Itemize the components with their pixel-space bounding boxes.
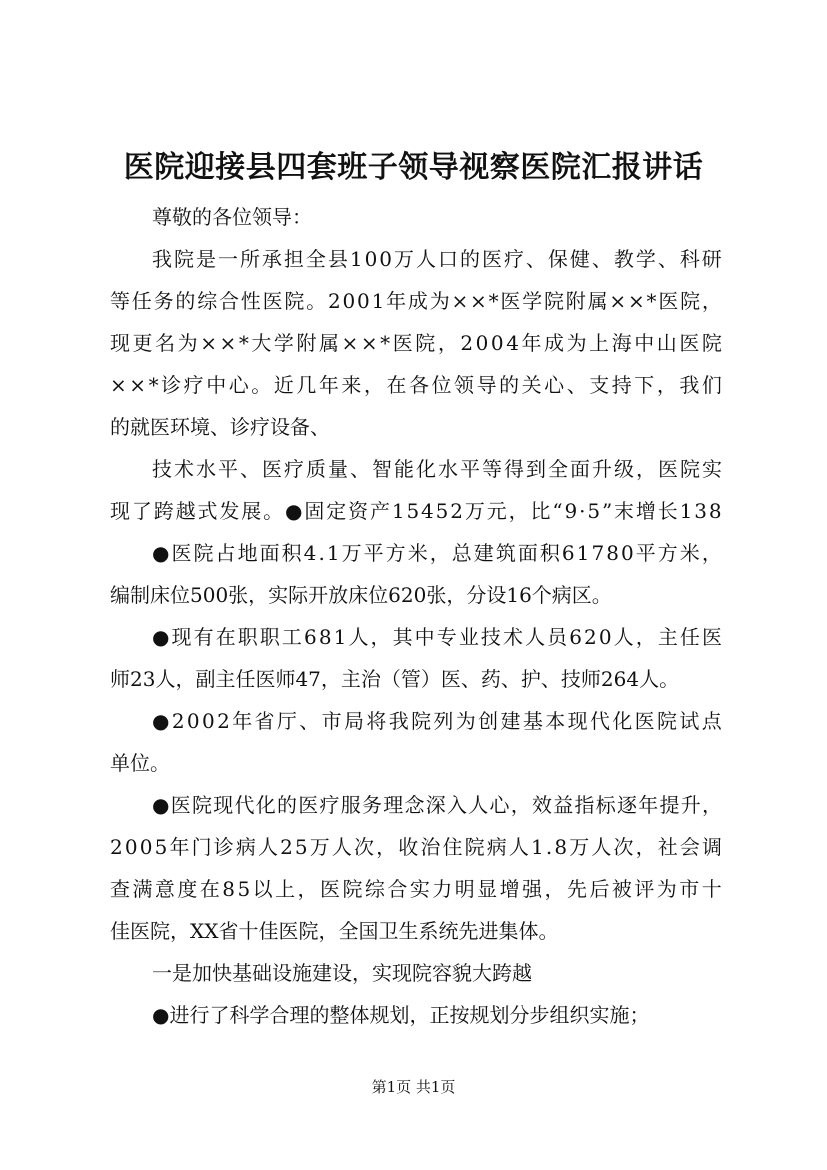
text-line: 师23人，副主任医师47，主治（管）医、药、护、技师264人。 <box>110 667 680 691</box>
text-line: 现 更 名 为 × × * 大 学 附 属 × × * 医 院 ， 2 0 0 4 年 成 为 上 海 中 山 医 院 <box>110 331 722 355</box>
text-line: 2 0 0 5 年 门 诊 病 人 2 5 万 人 次 ， 收 治 住 院 病 人 1 . 8 万 人 次 ， 社 会 调 <box>110 835 722 859</box>
text-line: 查 满 意 度 在 8 5 以 上 ， 医 院 综 合 实 力 明 显 增 强 ， 先 后 被 评 为 市 十 <box>110 877 722 901</box>
text-line: 我 院 是 一 所 承 担 全 县 1 0 0 万 人 口 的 医 疗 、 保 健 、 教 学 、 科 研 <box>152 247 722 271</box>
text-line: 等 任 务 的 综 合 性 医 院 。 2 0 0 1 年 成 为 × × * 医 学 院 附 属 × × * 医 院 ， <box>110 289 722 313</box>
text-line: 技 术 水 平 、 医 疗 质 量 、 智 能 化 水 平 等 得 到 全 面 升 级 ， 医 院 实 <box>152 457 722 481</box>
document-title: 医院迎接县四套班子领导视察医院汇报讲话 <box>123 150 704 185</box>
text-line: ● 现 有 在 职 职 工 6 8 1 人 ， 其 中 专 业 技 术 人 员 6 2 0 人 ， 主 任 医 <box>152 625 722 649</box>
text-line: ● 2 0 0 2 年 省 厅 、 市 局 将 我 院 列 为 创 建 基 本 现 代 化 医 院 试 点 <box>152 709 722 733</box>
text-line: 现 了 跨 越 式 发 展 。 ● 固 定 资 产 1 5 4 5 2 万 元 ， 比 “ 9 · 5 ” 末 增 长 1 3 8 <box>110 499 722 523</box>
text-line: 的就医环境、诊疗设备、 <box>110 415 330 439</box>
text-line: 编制床位500张，实际开放床位620张，分设16个病区。 <box>110 583 612 607</box>
text-line: 单位。 <box>110 751 170 775</box>
page-footer: 第1页 共1页 <box>371 1078 456 1096</box>
text-line: 一是加快基础设施建设，实现院容貌大跨越 <box>152 961 532 985</box>
text-line: ● 医 院 占 地 面 积 4 . 1 万 平 方 米 ， 总 建 筑 面 积 6 1 7 8 0 平 方 米 ， <box>152 541 722 565</box>
text-line: × × * 诊 疗 中 心 。 近 几 年 来 ， 在 各 位 领 导 的 关 心 、 支 持 下 ， 我 们 <box>110 373 722 397</box>
text-line: 佳医院，XX省十佳医院，全国卫生系统先进集体。 <box>110 919 559 943</box>
text-line: ●进行了科学合理的整体规划，正按规划分步组织实施； <box>152 1003 650 1027</box>
document-body <box>110 196 722 1036</box>
text-line: ● 医 院 现 代 化 的 医 疗 服 务 理 念 深 入 人 心 ， 效 益 指 标 逐 年 提 升 ， <box>152 793 722 817</box>
text-line: 尊敬的各位领导： <box>152 205 312 229</box>
